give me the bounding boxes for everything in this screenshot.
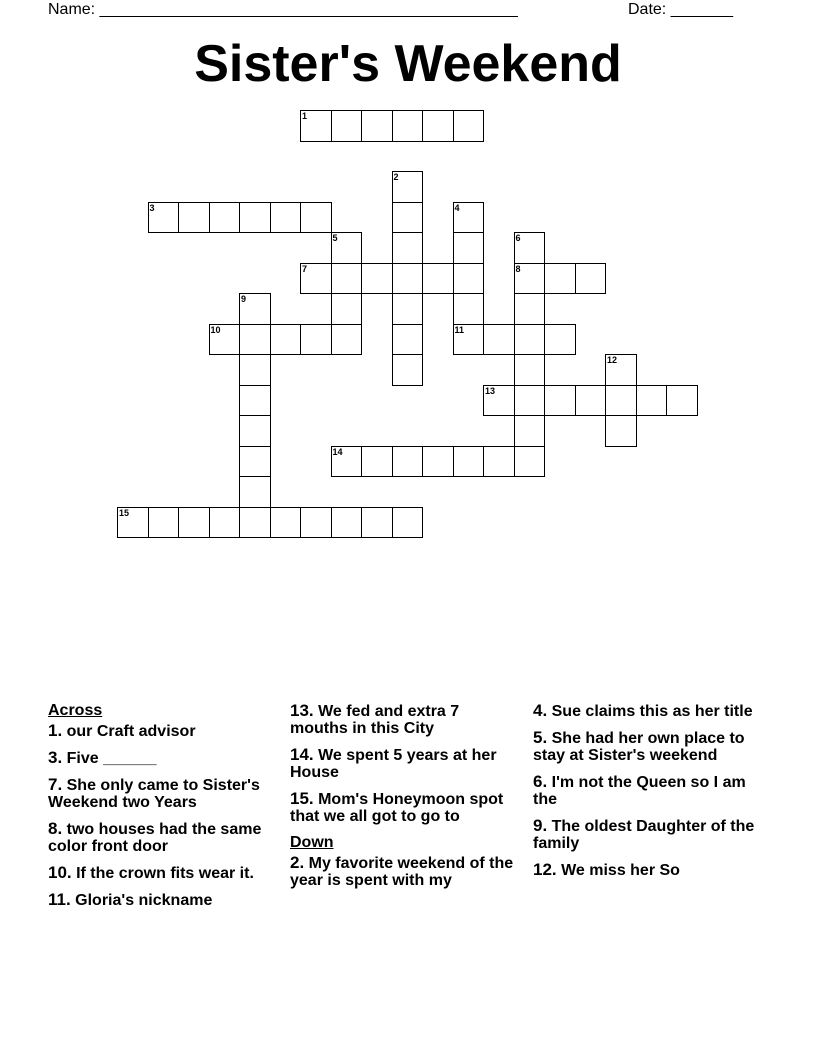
clue-number: 7 — [302, 263, 308, 274]
clue-text: She had her own place to stay at Sister's weekend — [533, 730, 745, 764]
clue-number-label: 9. — [533, 816, 548, 835]
clue-item — [48, 891, 276, 909]
clue-number-label: 13. — [290, 701, 314, 720]
grid-cell[interactable] — [453, 324, 485, 356]
grid-cell[interactable] — [209, 507, 241, 539]
grid-cell[interactable] — [422, 110, 454, 142]
grid-cell[interactable] — [453, 293, 485, 325]
grid-cell[interactable] — [117, 507, 149, 539]
grid-cell[interactable] — [544, 324, 576, 356]
grid-cell[interactable] — [148, 202, 180, 234]
clue-number-label: 12. — [533, 860, 557, 879]
clue-item — [290, 790, 518, 825]
clue-number: 6 — [515, 233, 521, 243]
grid-cell[interactable] — [209, 324, 241, 356]
grid-cell[interactable] — [514, 385, 546, 417]
grid-cell[interactable] — [605, 415, 637, 447]
grid-cell[interactable] — [453, 263, 485, 295]
grid-cell[interactable] — [575, 263, 607, 295]
grid-cell[interactable] — [422, 446, 454, 478]
grid-cell[interactable] — [239, 476, 271, 508]
grid-cell[interactable] — [239, 446, 271, 478]
grid-cell[interactable] — [178, 507, 210, 539]
grid-cell[interactable] — [514, 354, 546, 386]
clue-item — [48, 864, 276, 882]
grid-cell[interactable] — [514, 263, 546, 295]
clue-item — [533, 817, 761, 852]
grid-cell[interactable] — [331, 507, 363, 539]
grid-cell[interactable] — [483, 324, 515, 356]
grid-cell[interactable] — [270, 324, 302, 356]
grid-cell[interactable] — [239, 507, 271, 539]
grid-cell[interactable] — [514, 293, 546, 325]
grid-cell[interactable] — [514, 324, 546, 356]
clue-text: We fed and extra 7 mouths in this City — [290, 703, 460, 737]
clue-item — [533, 729, 761, 764]
clue-text: If the crown fits wear it. — [71, 865, 254, 882]
grid-cell[interactable] — [239, 324, 271, 356]
grid-cell[interactable] — [666, 385, 698, 417]
clue-number-label: 6. — [533, 772, 548, 791]
down-clue-list — [290, 854, 518, 889]
grid-cell[interactable] — [392, 507, 424, 539]
grid-cell[interactable] — [361, 446, 393, 478]
grid-cell[interactable] — [392, 293, 424, 325]
grid-cell[interactable] — [453, 110, 485, 142]
clue-number: 1 — [302, 111, 308, 121]
clue-item — [48, 749, 276, 767]
clue-text: Sue claims this as her title — [547, 703, 753, 720]
clue-number: 10 — [210, 324, 221, 335]
clue-text: We miss her So — [556, 862, 680, 879]
grid-cell[interactable] — [331, 263, 363, 295]
grid-cell[interactable] — [239, 293, 271, 325]
clue-text: two houses had the same color front door — [48, 821, 262, 855]
clue-text: I'm not the Queen so I am the — [533, 774, 746, 808]
clues-column-3 — [533, 702, 761, 888]
grid-cell[interactable] — [239, 354, 271, 386]
grid-cell[interactable] — [331, 293, 363, 325]
grid-cell[interactable] — [392, 202, 424, 234]
clue-number: 2 — [393, 172, 399, 182]
clue-number-label: 15. — [290, 789, 314, 808]
grid-cell[interactable] — [361, 507, 393, 539]
grid-cell[interactable] — [422, 263, 454, 295]
grid-cell[interactable] — [209, 202, 241, 234]
grid-cell[interactable] — [514, 415, 546, 447]
clue-number: 11 — [454, 324, 465, 335]
grid-cell[interactable] — [605, 354, 637, 386]
grid-cell[interactable] — [392, 446, 424, 478]
clue-number-label: 10. — [48, 863, 72, 882]
clues-column-1 — [48, 702, 276, 918]
grid-cell[interactable] — [361, 110, 393, 142]
clue-text: She only came to Sister's Weekend two Years — [48, 777, 260, 811]
date-line: Date: _______ — [628, 1, 733, 18]
down-heading: Down — [290, 834, 334, 851]
grid-cell[interactable] — [331, 110, 363, 142]
across-clue-list — [48, 722, 276, 909]
page-title: Sister's Weekend — [194, 35, 622, 93]
grid-cell[interactable] — [392, 324, 424, 356]
clue-number: 8 — [515, 263, 521, 274]
grid-cell[interactable] — [514, 232, 546, 264]
clue-item — [48, 776, 276, 811]
grid-cell[interactable] — [544, 263, 576, 295]
clue-text: My favorite weekend of the year is spent with my — [290, 855, 514, 889]
clue-item — [48, 722, 276, 740]
clue-number: 15 — [119, 507, 130, 518]
clue-number: 3 — [149, 202, 155, 213]
clue-text: Gloria's nickname — [70, 892, 213, 909]
clue-number-label: 8. — [48, 819, 63, 838]
grid-cell[interactable] — [239, 385, 271, 417]
grid-cell[interactable] — [392, 171, 424, 203]
grid-cell[interactable] — [300, 110, 332, 142]
grid-cell[interactable] — [392, 232, 424, 264]
clue-number: 4 — [454, 202, 460, 213]
grid-cell[interactable] — [636, 385, 668, 417]
grid-cell[interactable] — [575, 385, 607, 417]
down-clue-list-continued — [533, 702, 761, 879]
clue-item — [533, 702, 761, 720]
clues-column-2 — [290, 702, 518, 898]
clue-text: our Craft advisor — [62, 723, 196, 740]
clue-number: 5 — [332, 233, 338, 243]
grid-cell[interactable] — [178, 202, 210, 234]
clue-number-label: 1. — [48, 721, 63, 740]
grid-cell[interactable] — [300, 263, 332, 295]
grid-cell[interactable] — [300, 507, 332, 539]
across-heading: Across — [48, 702, 103, 719]
clue-number: 12 — [607, 355, 618, 365]
clue-text: We spent 5 years at her House — [290, 747, 497, 781]
clue-number: 14 — [332, 446, 343, 457]
clue-number-label: 7. — [48, 775, 63, 794]
grid-cell[interactable] — [361, 263, 393, 295]
grid-cell[interactable] — [300, 202, 332, 234]
grid-cell[interactable] — [392, 354, 424, 386]
clue-number: 9 — [241, 294, 247, 304]
grid-cell[interactable] — [270, 202, 302, 234]
grid-cell[interactable] — [331, 324, 363, 356]
grid-cell[interactable] — [239, 415, 271, 447]
clue-item — [48, 820, 276, 855]
name-line: Name: _______________________________________________ — [48, 1, 518, 18]
clue-item — [533, 861, 761, 879]
grid-cell[interactable] — [544, 385, 576, 417]
grid-cell[interactable] — [605, 385, 637, 417]
clue-number-label: 5. — [533, 728, 548, 747]
clue-item — [533, 773, 761, 808]
grid-cell[interactable] — [392, 263, 424, 295]
clue-text: Mom's Honeymoon spot that we all got to go to — [290, 791, 504, 825]
across-clue-list-continued — [290, 702, 518, 825]
clue-number-label: 11. — [48, 890, 71, 909]
clue-number-label: 14. — [290, 745, 314, 764]
grid-cell[interactable] — [300, 324, 332, 356]
clue-number-label: 4. — [533, 701, 548, 720]
clue-item — [290, 702, 518, 737]
grid-cell[interactable] — [453, 446, 485, 478]
clue-number-label: 2. — [290, 853, 305, 872]
grid-cell[interactable] — [483, 385, 515, 417]
clue-item — [290, 746, 518, 781]
grid-cell[interactable] — [453, 232, 485, 264]
clue-number-label: 3. — [48, 748, 63, 767]
clue-text: Five ______ — [62, 750, 157, 767]
grid-cell[interactable] — [453, 202, 485, 234]
grid-cell[interactable] — [483, 446, 515, 478]
grid-cell[interactable] — [239, 202, 271, 234]
clue-item — [290, 854, 518, 889]
grid-cell[interactable] — [392, 110, 424, 142]
grid-cell[interactable] — [331, 232, 363, 264]
clue-number: 13 — [485, 385, 496, 396]
clue-text: The oldest Daughter of the family — [533, 818, 755, 852]
grid-cell[interactable] — [514, 446, 546, 478]
grid-cell[interactable] — [148, 507, 180, 539]
grid-cell[interactable] — [331, 446, 363, 478]
grid-cell[interactable] — [270, 507, 302, 539]
